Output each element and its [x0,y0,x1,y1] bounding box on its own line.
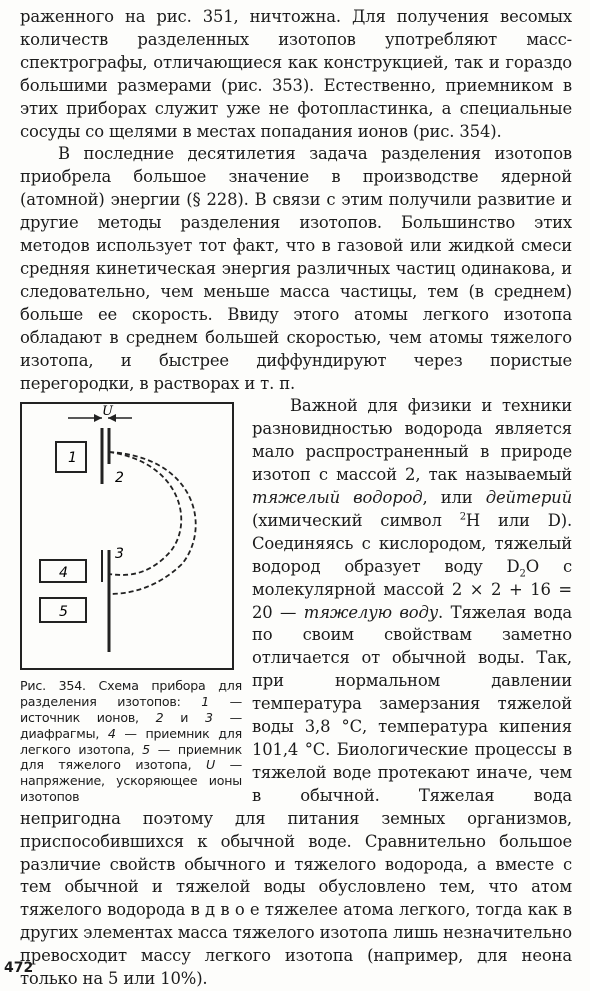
figure-caption: Рис. 354. Схема прибора для разделения изотопов: 1 — источник ионов, 2 и 3 — диафрагмы, 4 — приемник для легкого изотопа, 5 — приемник для тяжелого изотопа, U — напряжение, ускоряющее ионы изотопов [20,678,243,804]
label-1: 1 [68,450,77,467]
label-u: U [102,404,113,420]
term-heavy-hydrogen: тяжелый водород [252,488,423,508]
figure-354 [20,402,242,804]
paragraph-3: Важной для физики и техники разновидностью водорода является мало распространенный в природе изотоп с массой 2, так называемый тяжелый водород, или дейтерий (химический символ $^2$H или D). Соединяясь с кислородом, тяжелый водород образует воду $D_2O$ с молекулярной массой 2 × 2 + 16 = 20 — тяжелую воду. Тяжелая вода по своим свойствам заметно отличается от обычной воды. Так, при нормальном давлении температура замерзания тяжелой воды 3,8 °С, температура кипения 101,4 °С. Биологические процессы в тяжелой воде протекают иначе, чем в обычной. Тяжелая вода непригодна поэтому для питания земных организмов, приспособившихся к обычной воде. Сравнительно большое различие свойств обычного и тяжелого водорода, а вместе с тем обычной и тяжелой воды обусловлено тем, что атом тяжелого водорода в д в о е тяжелее атома легкого, тогда как в других элементах масса тяжелого изотопа лишь незначительно превосходит массу легкого изотопа (например, для неона только на 5 или 10%). [20,396,573,989]
paragraph-1: раженного на рис. 351, ничтожна. Для получения весомых количеств разделенных изотопов употребляют масс-спектрографы, отличающиеся как конструкцией, так и гораздо большими размерами (рис. 353). Естественно, приемником в этих приборах служит уже не фотопластинка, а специальные сосуды со щелями в местах попадания ионов (рис. 354). [20,7,572,141]
paragraph-2: В последние десятилетия задача разделения изотопов приобрела большое значение в производстве ядерной (атомной) энергии (§ 228). В связи с этим получили развитие и другие методы разделения изотопов. Большинство этих методов использует тот факт, что в газовой или жидкой смеси средняя кинетическая энергия различных частиц одинакова, и следовательно, чем меньше масса частицы, тем (в среднем) больше ее скорость. Ввиду этого атомы легкого изотопа обладают в среднем большей скоростью, чем атомы тяжелого изотопа, и быстрее диффундируют через пористые перегородки, в растворах и т. п. [20,144,572,393]
term-deuterium: дейтерий [485,488,572,508]
page-number: 472 [4,960,34,976]
page-body [20,6,572,991]
term-heavy-water: тяжелую воду [303,602,439,622]
label-4: 4 [59,565,68,582]
isotope-separator-diagram [20,402,242,674]
label-5: 5 [59,604,68,621]
label-2: 2 [115,470,124,487]
label-3: 3 [115,546,124,563]
